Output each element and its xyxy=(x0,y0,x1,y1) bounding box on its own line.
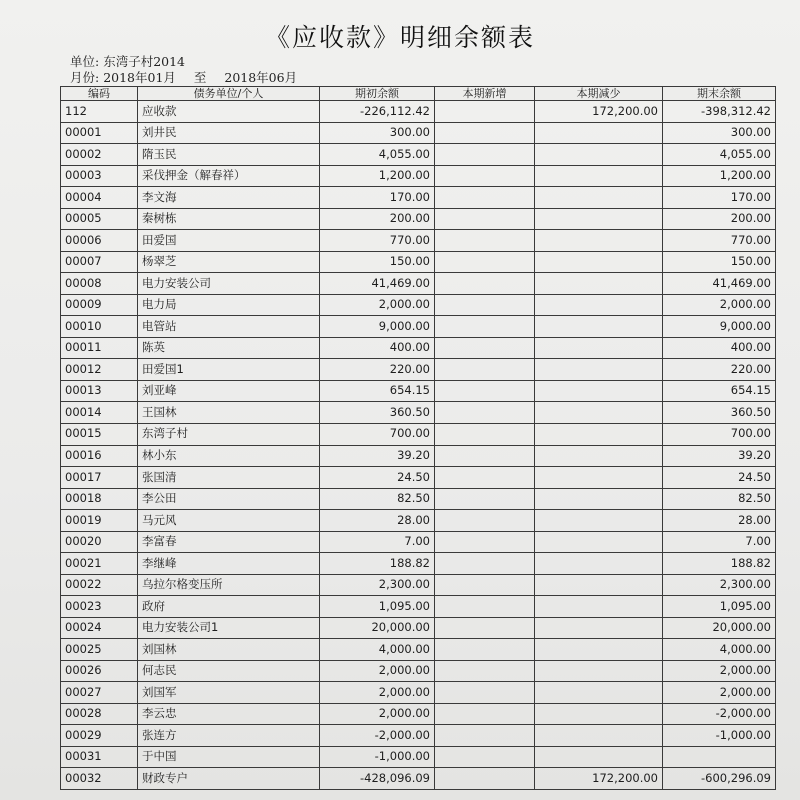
cell-opening-balance: 41,469.00 xyxy=(320,273,435,295)
cell-closing-balance: 1,095.00 xyxy=(663,596,776,618)
period-label: 月份: xyxy=(70,70,100,85)
cell-debtor: 李公田 xyxy=(138,488,320,510)
table-header-row xyxy=(61,87,776,101)
cell-debtor: 李文海 xyxy=(138,187,320,209)
cell-opening-balance: 200.00 xyxy=(320,208,435,230)
cell-code: 00018 xyxy=(61,488,138,510)
cell-debtor: 电力安装公司 xyxy=(138,273,320,295)
cell-closing-balance: 200.00 xyxy=(663,208,776,230)
cell-decrease xyxy=(535,703,663,725)
cell-code: 00023 xyxy=(61,596,138,618)
cell-debtor: 隋玉民 xyxy=(138,144,320,166)
cell-code: 00020 xyxy=(61,531,138,553)
cell-closing-balance: -600,296.09 xyxy=(663,768,776,790)
cell-opening-balance: 4,055.00 xyxy=(320,144,435,166)
header-debtor: 债务单位/个人 xyxy=(138,87,320,101)
period-line xyxy=(70,68,297,86)
cell-opening-balance: 39.20 xyxy=(320,445,435,467)
cell-opening-balance: 360.50 xyxy=(320,402,435,424)
table-row xyxy=(61,165,776,187)
cell-code: 00015 xyxy=(61,423,138,445)
table-row xyxy=(61,574,776,596)
cell-decrease xyxy=(535,746,663,768)
cell-code: 00011 xyxy=(61,337,138,359)
cell-debtor: 杨翠芝 xyxy=(138,251,320,273)
cell-opening-balance: 770.00 xyxy=(320,230,435,252)
cell-increase xyxy=(435,208,535,230)
cell-increase xyxy=(435,230,535,252)
table-row xyxy=(61,617,776,639)
cell-debtor: 刘亚峰 xyxy=(138,380,320,402)
cell-increase xyxy=(435,359,535,381)
header-decrease: 本期减少 xyxy=(535,87,663,101)
cell-code: 00022 xyxy=(61,574,138,596)
cell-debtor: 何志民 xyxy=(138,660,320,682)
table-row xyxy=(61,122,776,144)
cell-opening-balance: 400.00 xyxy=(320,337,435,359)
cell-decrease xyxy=(535,682,663,704)
cell-closing-balance: 360.50 xyxy=(663,402,776,424)
cell-decrease xyxy=(535,230,663,252)
cell-increase xyxy=(435,273,535,295)
table-row xyxy=(61,380,776,402)
cell-increase xyxy=(435,423,535,445)
cell-closing-balance: 4,055.00 xyxy=(663,144,776,166)
cell-closing-balance: 1,200.00 xyxy=(663,165,776,187)
cell-debtor: 李富春 xyxy=(138,531,320,553)
cell-closing-balance: -2,000.00 xyxy=(663,703,776,725)
table-row xyxy=(61,746,776,768)
table-row xyxy=(61,596,776,618)
cell-decrease xyxy=(535,617,663,639)
header-code: 编码 xyxy=(61,87,138,101)
cell-debtor: 张连方 xyxy=(138,725,320,747)
cell-opening-balance: -1,000.00 xyxy=(320,746,435,768)
cell-opening-balance: 1,200.00 xyxy=(320,165,435,187)
cell-increase xyxy=(435,639,535,661)
unit-label: 单位: xyxy=(70,54,100,69)
cell-debtor: 马元风 xyxy=(138,510,320,532)
cell-decrease xyxy=(535,660,663,682)
table-row xyxy=(61,337,776,359)
cell-opening-balance: 170.00 xyxy=(320,187,435,209)
cell-code: 00027 xyxy=(61,682,138,704)
table-body xyxy=(61,101,776,790)
cell-increase xyxy=(435,703,535,725)
cell-opening-balance: 20,000.00 xyxy=(320,617,435,639)
table-row xyxy=(61,768,776,790)
cell-opening-balance: 28.00 xyxy=(320,510,435,532)
header-increase: 本期新增 xyxy=(435,87,535,101)
cell-code: 00002 xyxy=(61,144,138,166)
cell-decrease xyxy=(535,316,663,338)
cell-increase xyxy=(435,316,535,338)
cell-debtor: 田爱国 xyxy=(138,230,320,252)
cell-decrease xyxy=(535,294,663,316)
cell-increase xyxy=(435,768,535,790)
cell-decrease xyxy=(535,380,663,402)
cell-code: 00019 xyxy=(61,510,138,532)
cell-increase xyxy=(435,596,535,618)
cell-increase xyxy=(435,101,535,123)
table-row xyxy=(61,660,776,682)
cell-code: 00028 xyxy=(61,703,138,725)
cell-increase xyxy=(435,251,535,273)
cell-increase xyxy=(435,380,535,402)
table-row xyxy=(61,230,776,252)
cell-closing-balance: 82.50 xyxy=(663,488,776,510)
cell-increase xyxy=(435,617,535,639)
cell-code: 00010 xyxy=(61,316,138,338)
cell-decrease xyxy=(535,423,663,445)
cell-opening-balance: 188.82 xyxy=(320,553,435,575)
cell-code: 00003 xyxy=(61,165,138,187)
cell-increase xyxy=(435,553,535,575)
cell-code: 00004 xyxy=(61,187,138,209)
cell-increase xyxy=(435,531,535,553)
cell-code: 00005 xyxy=(61,208,138,230)
cell-decrease xyxy=(535,531,663,553)
cell-decrease xyxy=(535,488,663,510)
header-opening-balance: 期初余额 xyxy=(320,87,435,101)
table-row xyxy=(61,359,776,381)
cell-closing-balance: 2,000.00 xyxy=(663,682,776,704)
table-row xyxy=(61,273,776,295)
cell-code: 00029 xyxy=(61,725,138,747)
cell-opening-balance: 300.00 xyxy=(320,122,435,144)
cell-closing-balance: 2,000.00 xyxy=(663,660,776,682)
cell-increase xyxy=(435,294,535,316)
cell-closing-balance: 24.50 xyxy=(663,467,776,489)
cell-debtor: 李继峰 xyxy=(138,553,320,575)
cell-decrease xyxy=(535,359,663,381)
cell-opening-balance: 2,000.00 xyxy=(320,682,435,704)
header-closing-balance: 期末余额 xyxy=(663,87,776,101)
table-row xyxy=(61,639,776,661)
cell-increase xyxy=(435,510,535,532)
balance-table xyxy=(60,86,776,790)
cell-opening-balance: 7.00 xyxy=(320,531,435,553)
cell-increase xyxy=(435,467,535,489)
cell-debtor: 刘国林 xyxy=(138,639,320,661)
cell-decrease xyxy=(535,553,663,575)
cell-code: 00017 xyxy=(61,467,138,489)
table-row xyxy=(61,467,776,489)
table-row xyxy=(61,725,776,747)
cell-debtor: 于中国 xyxy=(138,746,320,768)
table-row xyxy=(61,402,776,424)
cell-closing-balance: 654.15 xyxy=(663,380,776,402)
cell-debtor: 电力局 xyxy=(138,294,320,316)
cell-decrease xyxy=(535,208,663,230)
cell-decrease: 172,200.00 xyxy=(535,768,663,790)
cell-increase xyxy=(435,445,535,467)
cell-debtor: 东湾子村 xyxy=(138,423,320,445)
cell-code: 00007 xyxy=(61,251,138,273)
table-row xyxy=(61,187,776,209)
cell-closing-balance: 770.00 xyxy=(663,230,776,252)
cell-debtor: 刘井民 xyxy=(138,122,320,144)
period-to: 2018年06月 xyxy=(224,70,298,85)
cell-code: 00013 xyxy=(61,380,138,402)
cell-opening-balance: 1,095.00 xyxy=(320,596,435,618)
cell-decrease xyxy=(535,467,663,489)
cell-closing-balance: 700.00 xyxy=(663,423,776,445)
cell-closing-balance: 188.82 xyxy=(663,553,776,575)
period-to-label: 至 xyxy=(193,70,207,85)
table-row xyxy=(61,208,776,230)
cell-closing-balance: 41,469.00 xyxy=(663,273,776,295)
cell-decrease xyxy=(535,251,663,273)
cell-debtor: 电管站 xyxy=(138,316,320,338)
cell-increase xyxy=(435,488,535,510)
table-row xyxy=(61,703,776,725)
table-row xyxy=(61,531,776,553)
cell-decrease xyxy=(535,187,663,209)
table-row xyxy=(61,144,776,166)
cell-closing-balance: 9,000.00 xyxy=(663,316,776,338)
cell-debtor: 采伐押金（解春祥） xyxy=(138,165,320,187)
cell-opening-balance: 2,000.00 xyxy=(320,703,435,725)
cell-code: 112 xyxy=(61,101,138,123)
cell-closing-balance: 2,300.00 xyxy=(663,574,776,596)
table-row xyxy=(61,316,776,338)
cell-opening-balance: -2,000.00 xyxy=(320,725,435,747)
cell-code: 00009 xyxy=(61,294,138,316)
cell-closing-balance: 150.00 xyxy=(663,251,776,273)
cell-code: 00001 xyxy=(61,122,138,144)
cell-opening-balance: -428,096.09 xyxy=(320,768,435,790)
table-row xyxy=(61,294,776,316)
cell-code: 00008 xyxy=(61,273,138,295)
cell-closing-balance: -1,000.00 xyxy=(663,725,776,747)
cell-code: 00006 xyxy=(61,230,138,252)
cell-closing-balance: 220.00 xyxy=(663,359,776,381)
cell-increase xyxy=(435,660,535,682)
cell-decrease xyxy=(535,574,663,596)
cell-increase xyxy=(435,337,535,359)
cell-closing-balance: 170.00 xyxy=(663,187,776,209)
cell-decrease xyxy=(535,445,663,467)
cell-debtor: 政府 xyxy=(138,596,320,618)
cell-decrease xyxy=(535,122,663,144)
cell-debtor: 秦树栋 xyxy=(138,208,320,230)
cell-closing-balance: 4,000.00 xyxy=(663,639,776,661)
cell-opening-balance: 654.15 xyxy=(320,380,435,402)
period-from: 2018年01月 xyxy=(103,70,176,85)
cell-closing-balance: 7.00 xyxy=(663,531,776,553)
cell-opening-balance: 150.00 xyxy=(320,251,435,273)
cell-increase xyxy=(435,144,535,166)
cell-opening-balance: 82.50 xyxy=(320,488,435,510)
cell-decrease xyxy=(535,144,663,166)
cell-debtor: 田爱国1 xyxy=(138,359,320,381)
cell-code: 00014 xyxy=(61,402,138,424)
cell-increase xyxy=(435,725,535,747)
cell-closing-balance: 39.20 xyxy=(663,445,776,467)
table-row xyxy=(61,423,776,445)
cell-debtor: 陈英 xyxy=(138,337,320,359)
cell-decrease: 172,200.00 xyxy=(535,101,663,123)
cell-opening-balance: 4,000.00 xyxy=(320,639,435,661)
cell-code: 00016 xyxy=(61,445,138,467)
cell-decrease xyxy=(535,596,663,618)
cell-opening-balance: 24.50 xyxy=(320,467,435,489)
cell-code: 00026 xyxy=(61,660,138,682)
cell-increase xyxy=(435,122,535,144)
cell-opening-balance: 2,300.00 xyxy=(320,574,435,596)
table-row xyxy=(61,553,776,575)
cell-code: 00025 xyxy=(61,639,138,661)
cell-code: 00024 xyxy=(61,617,138,639)
cell-closing-balance: 28.00 xyxy=(663,510,776,532)
cell-closing-balance: 300.00 xyxy=(663,122,776,144)
cell-debtor: 电力安装公司1 xyxy=(138,617,320,639)
cell-closing-balance: 400.00 xyxy=(663,337,776,359)
cell-increase xyxy=(435,402,535,424)
cell-closing-balance: 20,000.00 xyxy=(663,617,776,639)
cell-decrease xyxy=(535,273,663,295)
cell-debtor: 林小东 xyxy=(138,445,320,467)
table-row xyxy=(61,101,776,123)
table-row xyxy=(61,251,776,273)
cell-debtor: 王国林 xyxy=(138,402,320,424)
unit-value: 东湾子村2014 xyxy=(103,54,186,69)
cell-decrease xyxy=(535,725,663,747)
cell-decrease xyxy=(535,165,663,187)
cell-opening-balance: 220.00 xyxy=(320,359,435,381)
cell-opening-balance: 2,000.00 xyxy=(320,660,435,682)
cell-closing-balance xyxy=(663,746,776,768)
cell-opening-balance: 700.00 xyxy=(320,423,435,445)
cell-decrease xyxy=(535,337,663,359)
cell-code: 00032 xyxy=(61,768,138,790)
cell-increase xyxy=(435,187,535,209)
table-row xyxy=(61,488,776,510)
cell-decrease xyxy=(535,402,663,424)
cell-code: 00031 xyxy=(61,746,138,768)
cell-debtor: 刘国军 xyxy=(138,682,320,704)
page-title: 《应收款》明细余额表 xyxy=(264,23,535,52)
cell-opening-balance: -226,112.42 xyxy=(320,101,435,123)
cell-debtor: 乌拉尔格变压所 xyxy=(138,574,320,596)
cell-code: 00021 xyxy=(61,553,138,575)
cell-increase xyxy=(435,165,535,187)
cell-debtor: 张国清 xyxy=(138,467,320,489)
cell-decrease xyxy=(535,510,663,532)
cell-debtor: 李云忠 xyxy=(138,703,320,725)
cell-increase xyxy=(435,574,535,596)
cell-debtor: 应收款 xyxy=(138,101,320,123)
table-row xyxy=(61,682,776,704)
cell-opening-balance: 2,000.00 xyxy=(320,294,435,316)
cell-code: 00012 xyxy=(61,359,138,381)
cell-increase xyxy=(435,746,535,768)
cell-decrease xyxy=(535,639,663,661)
cell-debtor: 财政专户 xyxy=(138,768,320,790)
cell-increase xyxy=(435,682,535,704)
cell-opening-balance: 9,000.00 xyxy=(320,316,435,338)
table-row xyxy=(61,510,776,532)
cell-closing-balance: 2,000.00 xyxy=(663,294,776,316)
table-row xyxy=(61,445,776,467)
cell-closing-balance: -398,312.42 xyxy=(663,101,776,123)
